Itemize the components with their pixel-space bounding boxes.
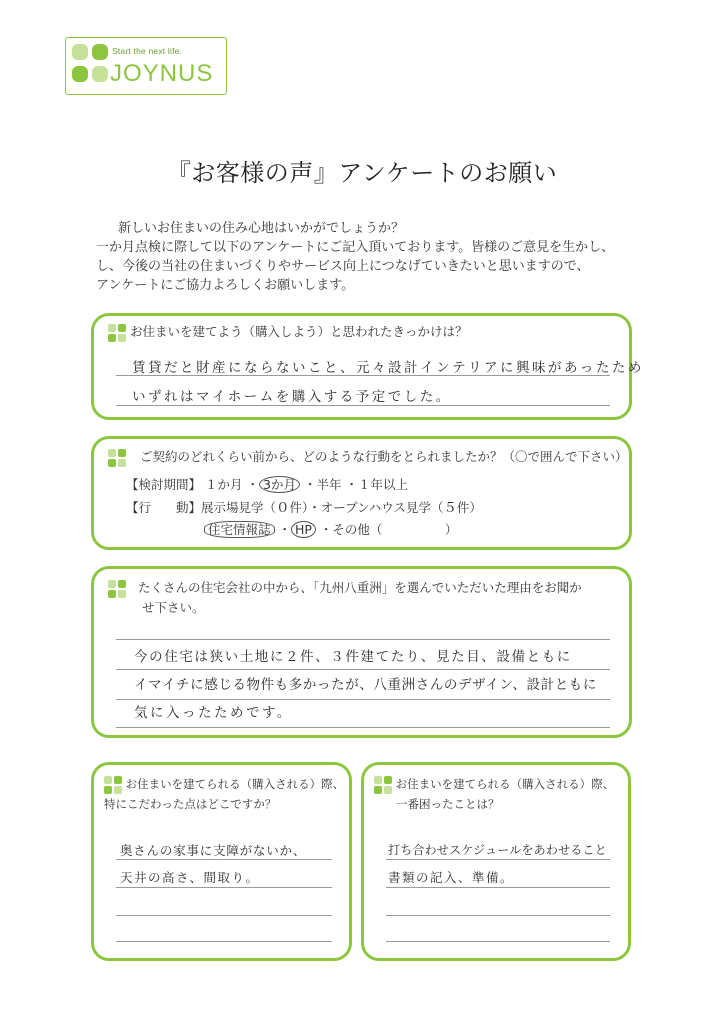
question-2 xyxy=(108,448,628,467)
clover-bullet-icon xyxy=(108,580,126,598)
answer-5-line-2: 書類の記入、準備。 xyxy=(388,870,515,885)
logo-brand: JOYNUS xyxy=(110,60,214,87)
intro-text xyxy=(96,219,656,295)
action-openhouse: 件）・オープンハウス見学（ xyxy=(289,500,444,515)
answer-5-line-1: 打ち合わせスケジュールをあわせること xyxy=(388,843,607,857)
intro-line: し、今後の当社の住まいづくりやサービス向上につなげていきたいと思いますので、 xyxy=(96,259,590,274)
question-box-1 xyxy=(91,313,644,420)
question-box-4 xyxy=(91,762,352,961)
question-1 xyxy=(108,323,468,342)
answer-3-line-3: 気に入ったためです。 xyxy=(134,705,293,721)
clover-logo-icon xyxy=(72,44,110,88)
clover-bullet-icon xyxy=(108,324,126,342)
intro-line: 一か月点検に際して以下のアンケートにご記入頂いております。皆様のご意見を生かし、 xyxy=(96,240,615,255)
answer-3-line-2: イマイチに感じる物件も多かったが、八重洲さんのデザイン、設計ともに xyxy=(134,677,598,693)
question-3-text-2: せ下さい。 xyxy=(142,600,205,615)
hp-option-selected: HP xyxy=(291,521,316,538)
action-row xyxy=(126,499,482,517)
answer-4-line-1: 奥さんの家事に支障がないか、 xyxy=(120,843,307,858)
action-suffix: 件） xyxy=(456,500,482,515)
question-3-text-1: たくさんの住宅会社の中から、「九州八重洲」を選んでいただいた理由をお聞か xyxy=(137,580,582,595)
question-box-2 xyxy=(91,436,632,550)
question-5-text-2: 一番困ったことは？ xyxy=(396,797,500,811)
page-title: 『お客様の声』アンケートのお願い xyxy=(166,159,558,187)
question-4-text-1: お住まいを建てられる（購入される）際、 xyxy=(125,777,345,791)
intro-line: 新しいお住まいの住み心地はいかがでしょうか？ xyxy=(118,221,405,236)
question-5-text-1: お住まいを建てられる（購入される）際、 xyxy=(395,777,615,791)
answer-3-line-1: 今の住宅は狭い土地に２件、３件建てたり、見た目、設備ともに xyxy=(134,649,572,665)
intro-line: アンケートにご協力よろしくお願いします。 xyxy=(96,278,355,293)
question-5 xyxy=(374,775,614,794)
question-3 xyxy=(108,579,582,598)
magazine-option-selected: 住宅情報誌 xyxy=(204,521,275,538)
period-label: 【検討期間】 xyxy=(126,477,202,492)
question-2-text: ご契約のどれくらい前から、どのような行動をとられましたか？（〇で囲んで下さい） xyxy=(139,449,628,464)
answer-1-line-1: 賃貸だと財産にならないこと、元々設計インテリアに興味があったため xyxy=(132,360,644,376)
answer-4-line-2: 天井の高さ、間取り。 xyxy=(120,870,260,885)
openhouse-count: ５ xyxy=(443,500,457,516)
question-4 xyxy=(104,775,344,794)
logo-tagline: Start the next life. xyxy=(112,46,183,56)
action-row-2: 住宅情報誌 ・ HP ・その他（ ） xyxy=(204,521,457,539)
action-showroom: 展示場見学（ xyxy=(201,500,277,515)
showroom-count: ０ xyxy=(276,500,290,516)
question-4-text-2: 特にこだわった点はどこですか？ xyxy=(104,797,277,811)
answer-1-line-2: いずれはマイホームを購入する予定でした。 xyxy=(132,389,452,405)
period-row: 【検討期間】 １か月 ・ 3か月 ・半年 ・１年以上 xyxy=(126,477,408,492)
clover-bullet-icon xyxy=(374,776,392,794)
period-option: １年以上 xyxy=(357,477,408,492)
period-option: １か月 xyxy=(205,477,243,492)
question-1-text: お住まいを建てよう（購入しよう）と思われたきっかけは？ xyxy=(129,324,468,339)
period-option: 半年 xyxy=(316,477,342,492)
question-box-5 xyxy=(361,762,631,961)
company-logo xyxy=(65,37,227,95)
question-box-3 xyxy=(91,566,632,738)
clover-bullet-icon xyxy=(108,449,126,467)
period-option-selected: 3か月 xyxy=(259,476,300,493)
clover-bullet-icon xyxy=(104,776,122,794)
action-label: 【行 動】 xyxy=(126,500,202,515)
other-option: ・その他（ ） xyxy=(319,522,458,537)
